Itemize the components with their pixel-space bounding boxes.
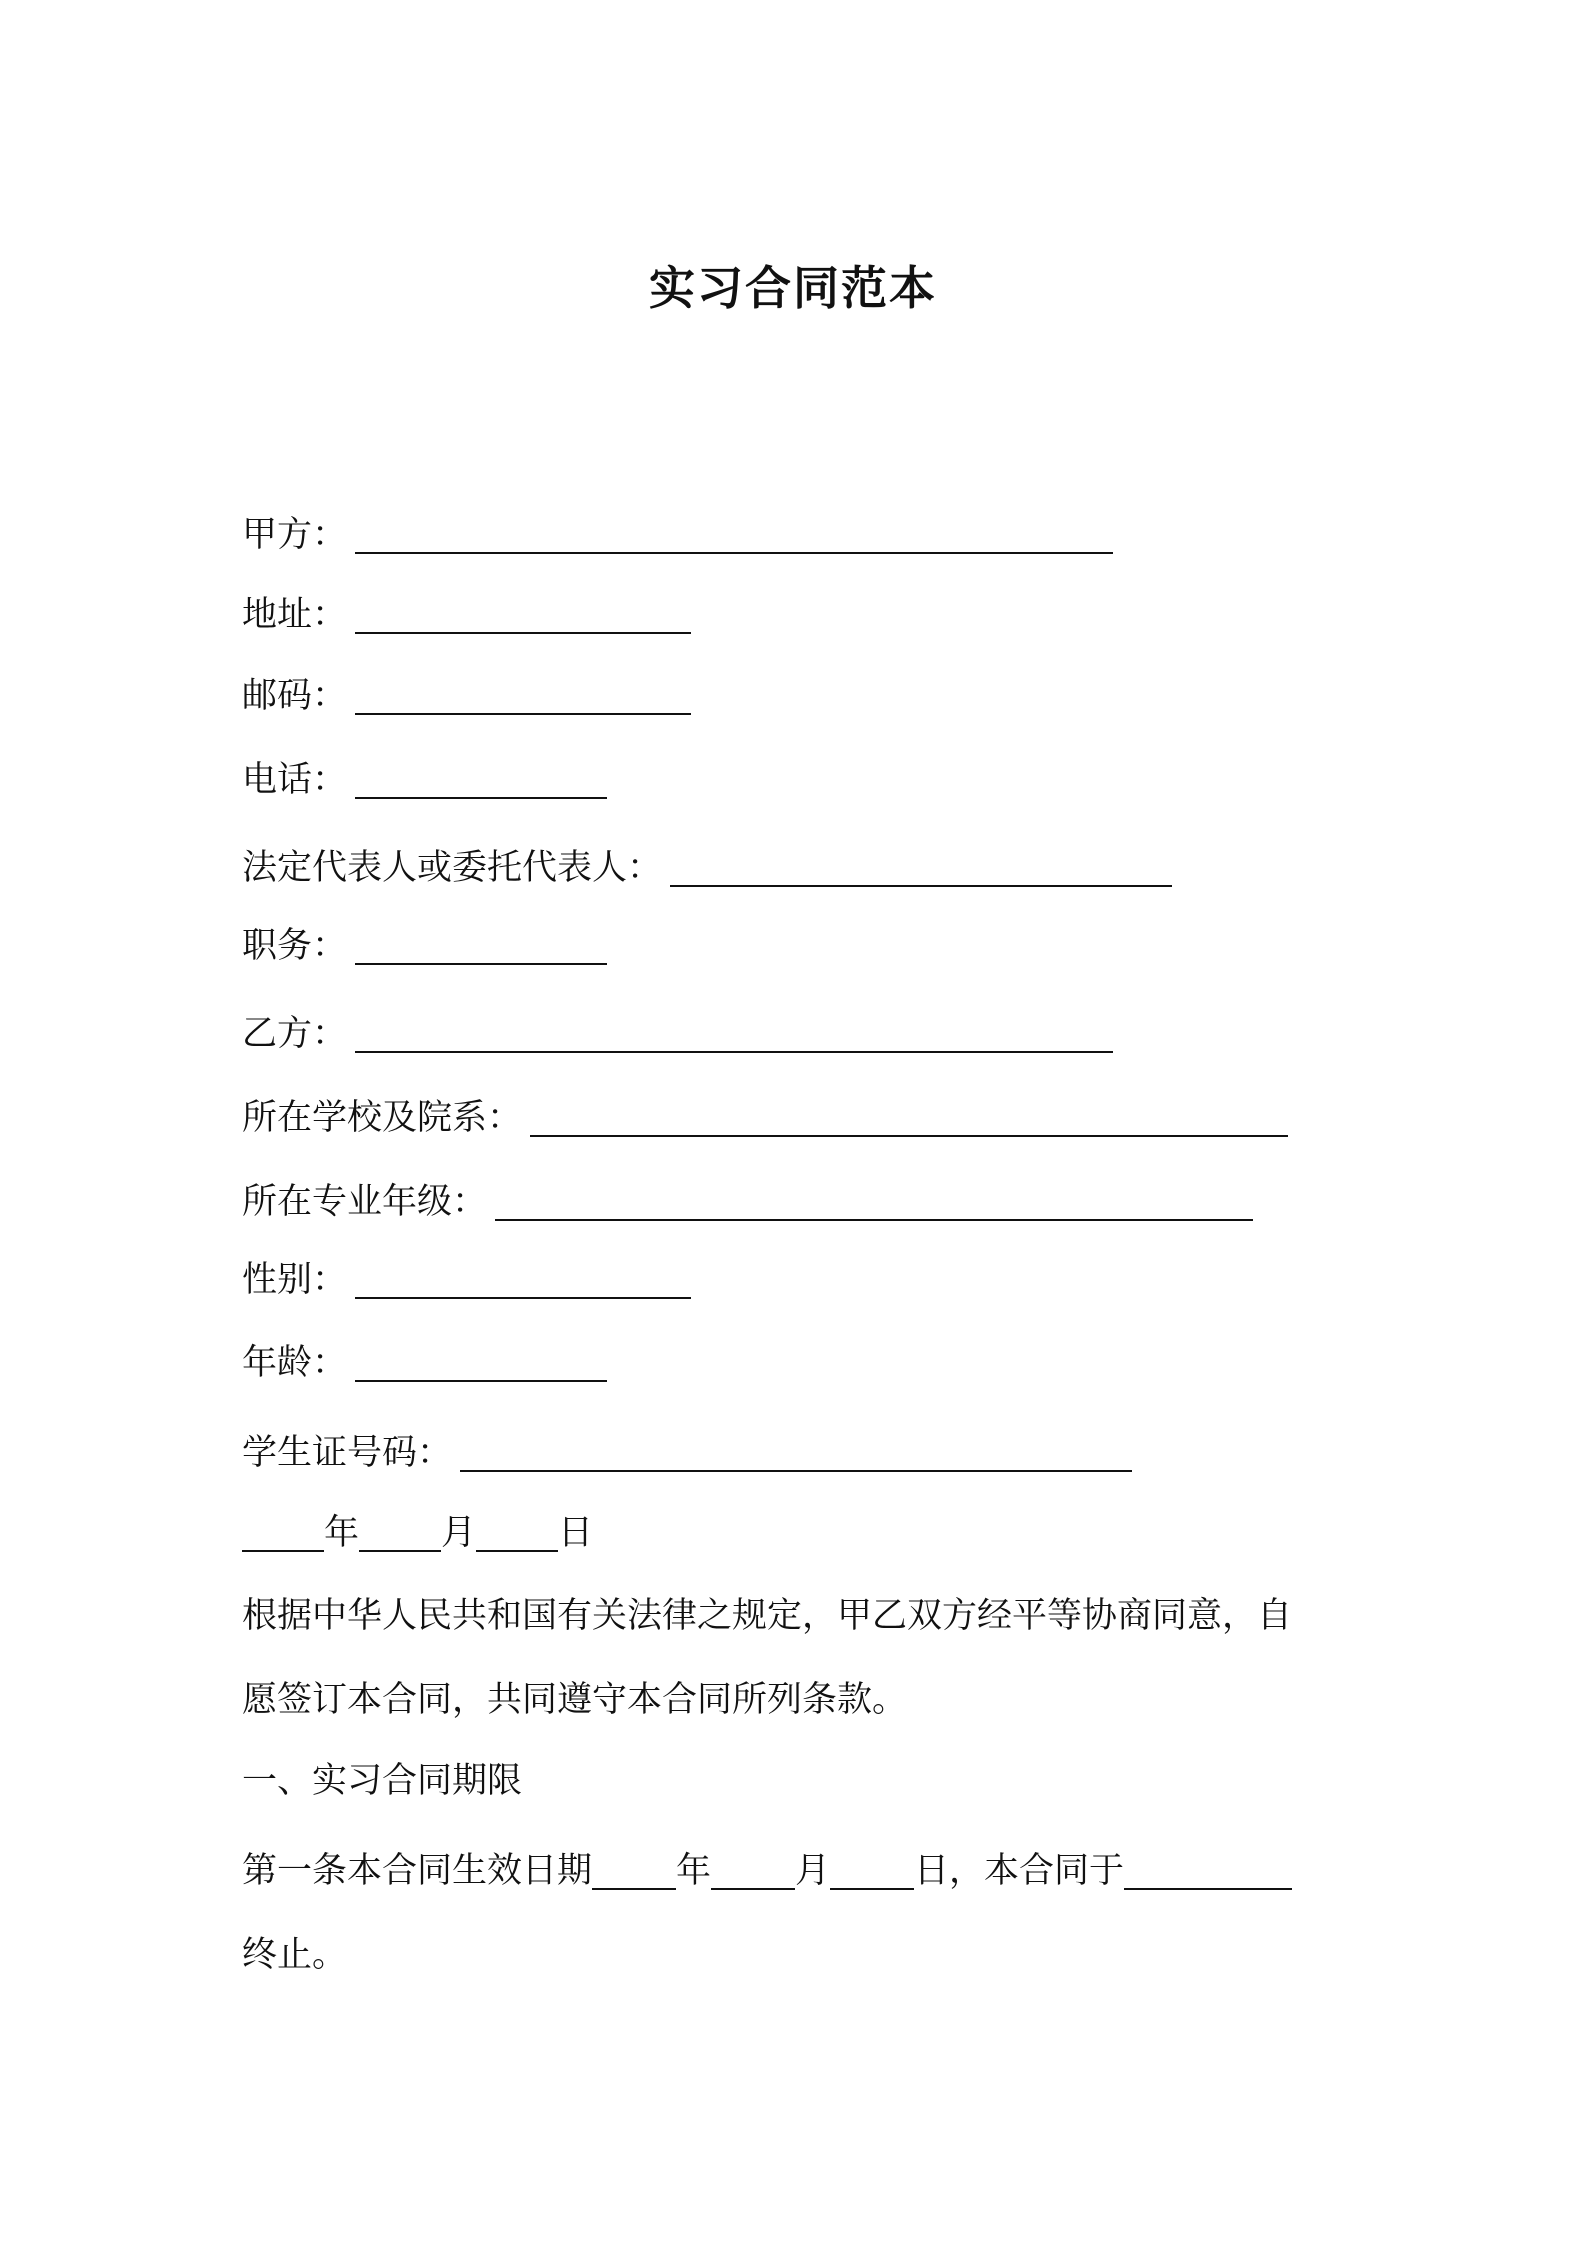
- fill-blank[interactable]: [355, 598, 691, 634]
- field-label: 所在学校及院系：: [242, 1098, 523, 1138]
- fill-blank-day[interactable]: [830, 1854, 914, 1890]
- fill-blank[interactable]: [355, 763, 607, 799]
- paragraph-intro-line1: 根据中华人民共和国有关法律之规定，甲乙双方经平等协商同意，自: [242, 1596, 1293, 1636]
- field-legal-representative: [242, 845, 1172, 891]
- date-month-label: 月: [441, 1513, 477, 1553]
- field-address: [242, 592, 691, 638]
- fill-blank[interactable]: [460, 1436, 1132, 1472]
- fill-blank-month[interactable]: [711, 1854, 795, 1890]
- fill-blank[interactable]: [355, 1017, 1113, 1053]
- field-label: 年龄：: [242, 1343, 348, 1383]
- fill-blank-month[interactable]: [359, 1516, 441, 1552]
- article-1-prefix: 第一条本合同生效日期: [242, 1851, 593, 1891]
- field-phone: [242, 757, 607, 803]
- fill-blank[interactable]: [355, 518, 1113, 554]
- field-label: 法定代表人或委托代表人：: [242, 848, 663, 888]
- field-label: 职务：: [242, 926, 348, 966]
- field-school-department: [242, 1095, 1288, 1141]
- field-age: [242, 1340, 607, 1386]
- field-student-id: [242, 1430, 1132, 1476]
- fill-blank[interactable]: [355, 679, 691, 715]
- field-position: [242, 923, 607, 969]
- article-1-year-label: 年: [676, 1851, 712, 1891]
- field-label: 甲方：: [242, 515, 348, 555]
- fill-blank-day[interactable]: [476, 1516, 558, 1552]
- field-label: 性别：: [242, 1260, 348, 1300]
- date-day-label: 日: [558, 1513, 594, 1553]
- fill-blank[interactable]: [670, 851, 1172, 887]
- date-year-label: 年: [324, 1513, 360, 1553]
- field-label: 所在专业年级：: [242, 1182, 488, 1222]
- field-label: 电话：: [242, 760, 348, 800]
- document-title: 实习合同范本: [649, 261, 937, 315]
- field-postcode: [242, 673, 691, 719]
- field-label: 乙方：: [242, 1014, 348, 1054]
- field-label: 地址：: [242, 595, 348, 635]
- fill-blank[interactable]: [355, 1346, 607, 1382]
- date-line: [242, 1510, 593, 1556]
- fill-blank[interactable]: [530, 1101, 1288, 1137]
- fill-blank-end-date[interactable]: [1124, 1854, 1292, 1890]
- field-gender: [242, 1257, 691, 1303]
- field-party-a: [242, 512, 1113, 558]
- paragraph-intro-line2: 愿签订本合同，共同遵守本合同所列条款。: [242, 1680, 908, 1720]
- field-party-b: [242, 1011, 1113, 1057]
- article-1-line1: [242, 1848, 1292, 1894]
- fill-blank-year[interactable]: [592, 1854, 676, 1890]
- fill-blank[interactable]: [495, 1185, 1253, 1221]
- fill-blank-year[interactable]: [242, 1516, 324, 1552]
- field-major-grade: [242, 1179, 1253, 1225]
- fill-blank[interactable]: [355, 929, 607, 965]
- section-heading: 一、实习合同期限: [242, 1761, 523, 1801]
- field-label: 学生证号码：: [242, 1433, 453, 1473]
- article-1-month-label: 月: [795, 1851, 831, 1891]
- fill-blank[interactable]: [355, 1263, 691, 1299]
- article-1-line2: 终止。: [242, 1935, 348, 1975]
- article-1-day-label: 日，本合同于: [914, 1851, 1125, 1891]
- field-label: 邮码：: [242, 676, 348, 716]
